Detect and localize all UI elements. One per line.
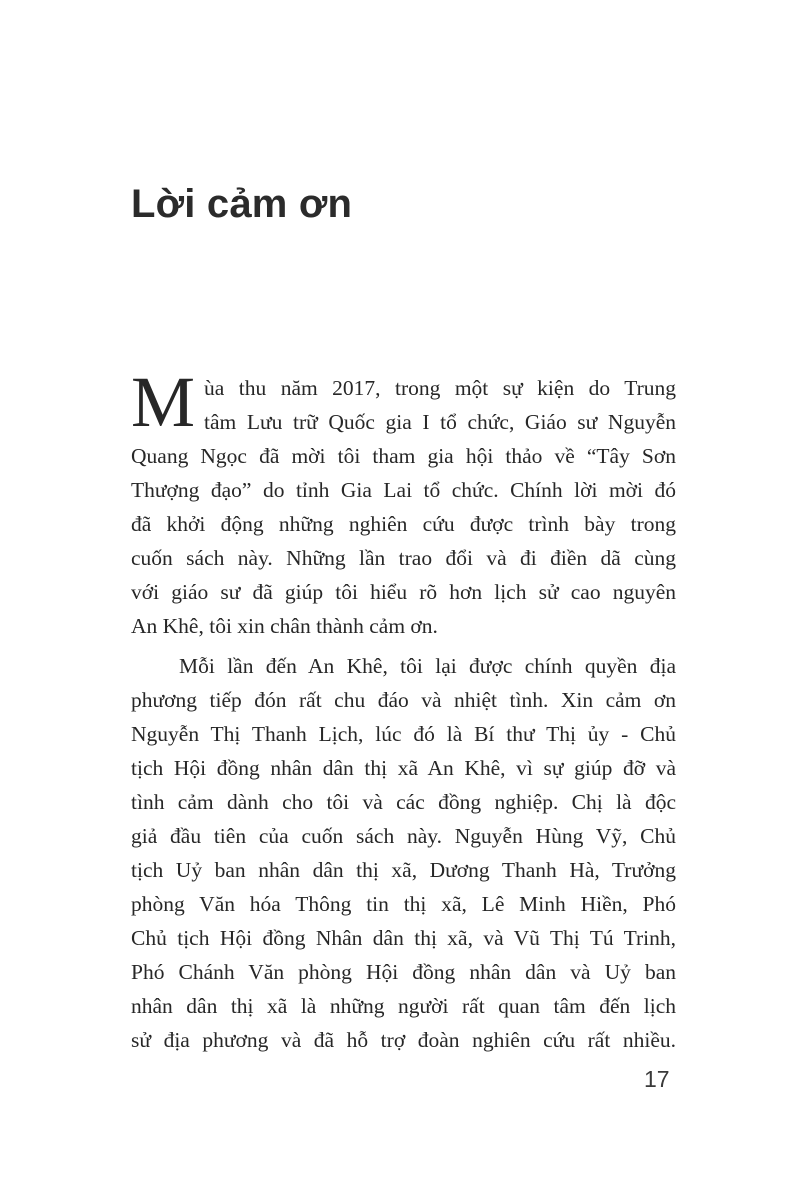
text-line: phương tiếp đón rất chu đáo và nhiệt tình. Xin cảm ơn	[131, 688, 676, 712]
text-line: với giáo sư đã giúp tôi hiểu rõ hơn lịch sử cao nguyên	[131, 580, 676, 604]
text-line: Phó Chánh Văn phòng Hội đồng nhân dân và Uỷ ban	[131, 960, 676, 984]
page-number: 17	[644, 1066, 670, 1092]
text-line: Thượng đạo” do tỉnh Gia Lai tổ chức. Chính lời mời đó	[131, 478, 676, 502]
text-line: Nguyễn Thị Thanh Lịch, lúc đó là Bí thư Thị ủy - Chủ	[131, 722, 676, 746]
text-line: tình cảm dành cho tôi và các đồng nghiệp. Chị là độc	[131, 790, 676, 814]
paragraph-2	[131, 649, 676, 1057]
text-line: sử địa phương và đã hỗ trợ đoàn nghiên cứu rất nhiều.	[131, 1028, 676, 1052]
drop-cap: M	[131, 362, 196, 442]
text-line: Quang Ngọc đã mời tôi tham gia hội thảo về “Tây Sơn	[131, 444, 676, 468]
text-line: đã khởi động những nghiên cứu được trình bày trong	[131, 512, 676, 536]
text-line: tịch Hội đồng nhân dân thị xã An Khê, vì sự giúp đỡ và	[131, 756, 676, 780]
body-text	[131, 362, 676, 1057]
paragraph-1	[131, 362, 676, 643]
text-line: cuốn sách này. Những lần trao đổi và đi điền dã cùng	[131, 546, 676, 570]
text-line: ùa thu năm 2017, trong một sự kiện do Trung	[204, 376, 676, 400]
text-line: An Khê, tôi xin chân thành cảm ơn.	[131, 614, 438, 638]
text-line: tịch Uỷ ban nhân dân thị xã, Dương Thanh Hà, Trưởng	[131, 858, 676, 882]
page-title: Lời cảm ơn	[131, 181, 353, 226]
text-line: tâm Lưu trữ Quốc gia I tổ chức, Giáo sư Nguyễn	[204, 410, 676, 434]
text-line: phòng Văn hóa Thông tin thị xã, Lê Minh Hiền, Phó	[131, 892, 676, 916]
text-line: nhân dân thị xã là những người rất quan tâm đến lịch	[131, 994, 676, 1018]
text-line: giả đầu tiên của cuốn sách này. Nguyễn Hùng Vỹ, Chủ	[131, 824, 676, 848]
text-line: Chủ tịch Hội đồng Nhân dân thị xã, và Vũ Thị Tú Trinh,	[131, 926, 676, 950]
text-line: Mỗi lần đến An Khê, tôi lại được chính quyền địa	[179, 654, 676, 678]
